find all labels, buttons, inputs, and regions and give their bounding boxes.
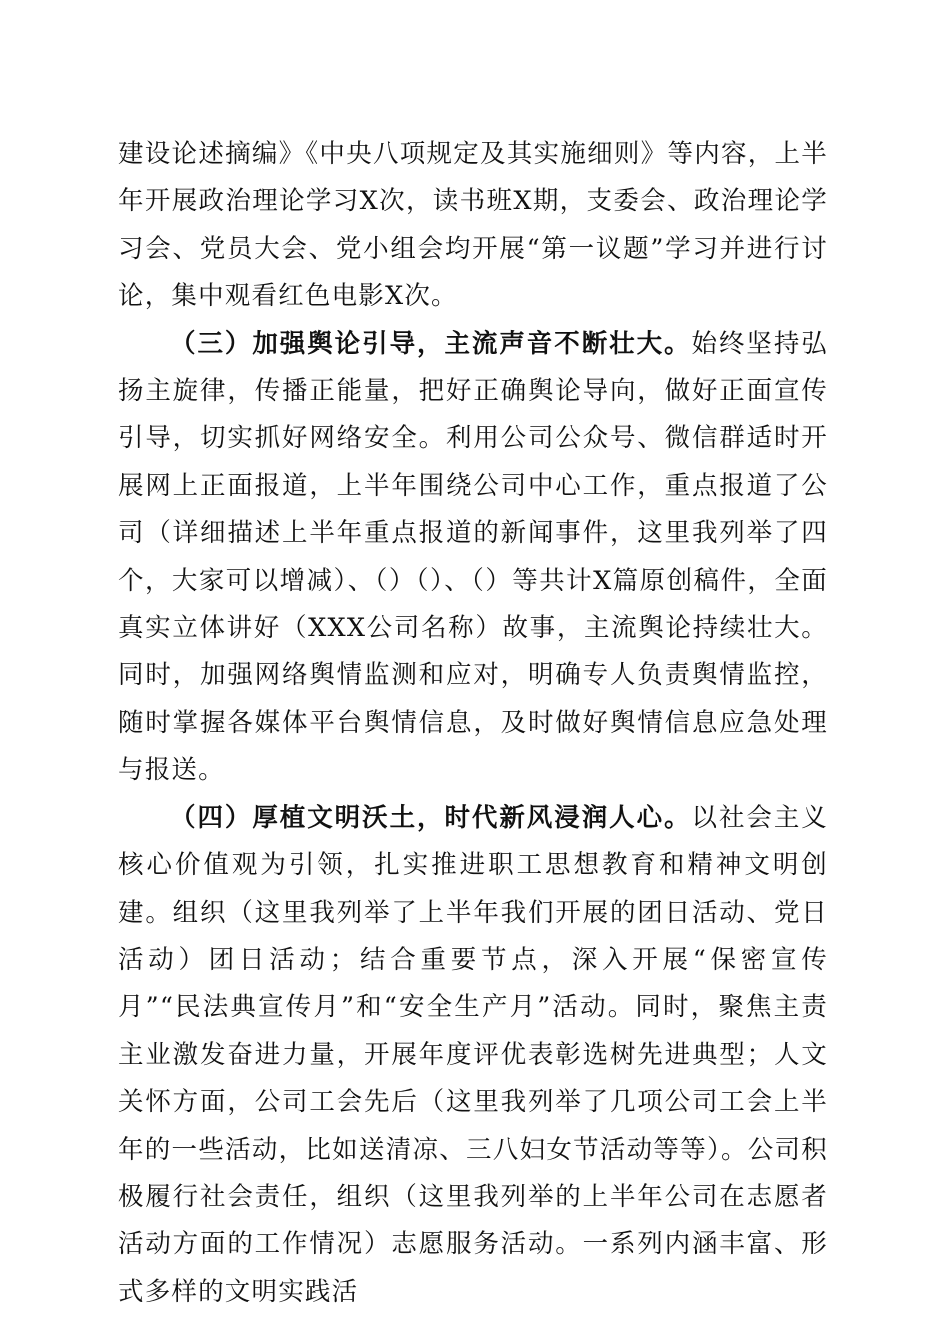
section-heading: （三）加强舆论引导，主流声音不断壮大。 <box>170 328 692 359</box>
paragraph-section-three <box>118 321 828 795</box>
paragraph-body: 以社会主义核心价值观为引领，扎实推进职工思想教育和精神文明创建。组织（这里我列举了上半年我们开展的团日活动、党日活动）团日活动；结合重要节点，深入开展“保密宣传月”“民法典宣传月”和“安全生产月”活动。同时，聚焦主责主业激发奋进力量，开展年度评优表彰选树先进典型；人文关怀方面，公司工会先后（这里我列举了几项公司工会上半年的一些活动，比如送清凉、三八妇女节活动等等）。公司积极履行社会责任，组织（这里我列举的上半年公司在志愿者活动方面的工作情况）志愿服务活动。一系列内涵丰富、形式多样的文明实践活 <box>118 802 828 1307</box>
paragraph-body: 建设论述摘编》《中央八项规定及其实施细则》等内容，上半年开展政治理论学习X次，读书班X期，支委会、政治理论学习会、党员大会、党小组会均开展“第一议题”学习并进行讨论，集中观看红色电影X次。 <box>118 139 828 312</box>
paragraph-continuation <box>118 131 828 321</box>
section-heading: （四）厚植文明沃土，时代新风浸润人心。 <box>170 802 692 833</box>
document-body <box>118 131 828 1316</box>
paragraph-body: 始终坚持弘扬主旋律，传播正能量，把好正确舆论导向，做好正面宣传引导，切实抓好网络安全。利用公司公众号、微信群适时开展网上正面报道，上半年围绕公司中心工作，重点报道了公司（详细描述上半年重点报道的新闻事件，这里我列举了四个，大家可以增减）、（）（）、（）等共计X篇原创稿件，全面真实立体讲好（XXX公司名称）故事，主流舆论持续壮大。同时，加强网络舆情监测和应对，明确专人负责舆情监控，随时掌握各媒体平台舆情信息，及时做好舆情信息应急处理与报送。 <box>118 328 828 786</box>
paragraph-section-four <box>118 795 828 1316</box>
